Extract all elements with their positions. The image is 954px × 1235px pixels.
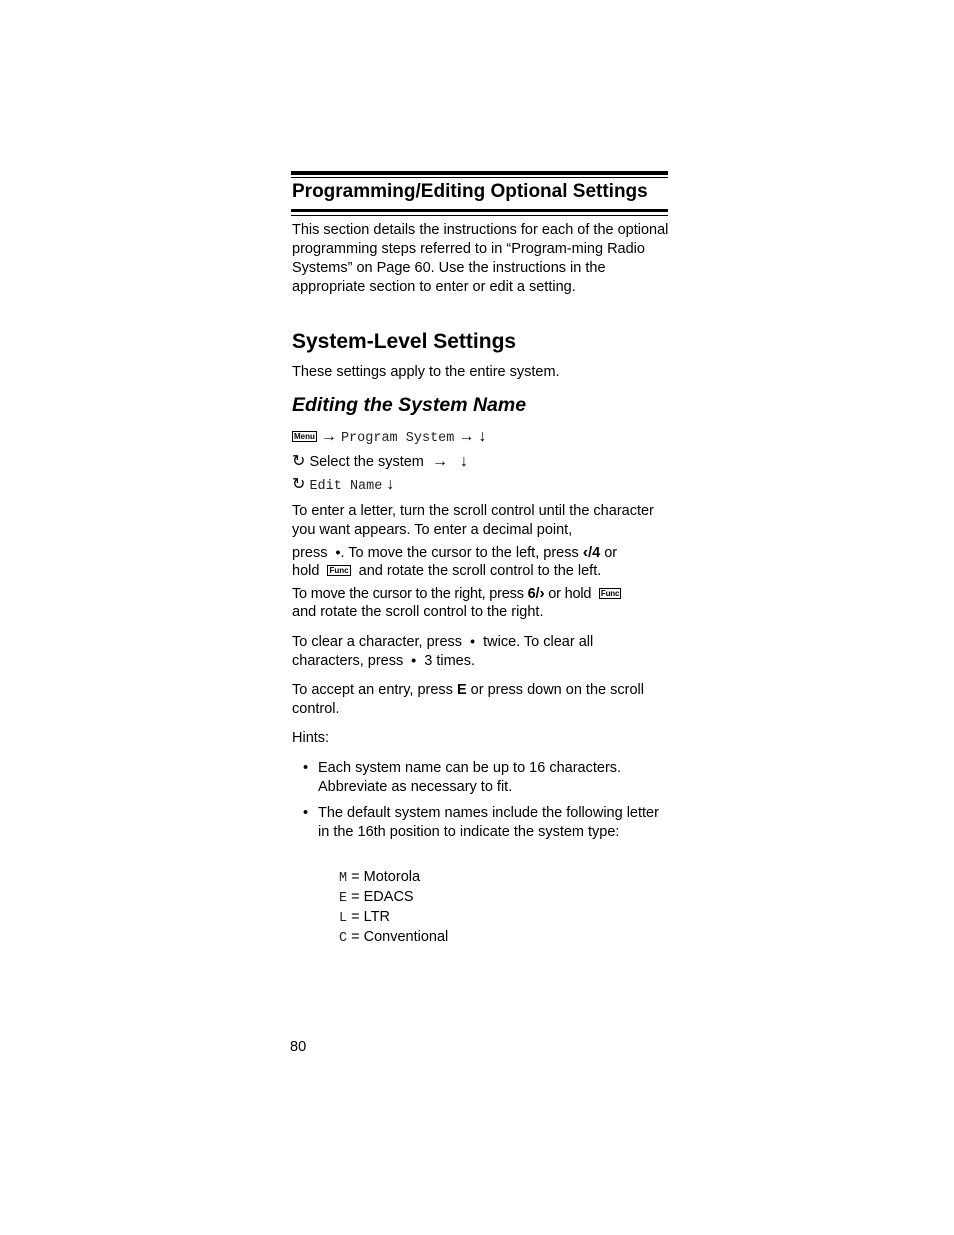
code-letter: C [339,931,348,946]
text-move-right: To move the cursor to the right, press [292,586,524,602]
text-press: press [292,545,328,561]
header-rule-top [291,171,668,175]
key-6: 6/ [527,586,540,602]
dot-key-icon: • [411,652,417,668]
arrow-right-icon: → [458,428,475,445]
step-3 [292,474,394,494]
bullet-icon: • [303,805,309,821]
chevron-left-icon: ‹ [582,544,589,561]
text-twice: twice. To clear all [483,634,594,650]
code-meaning: = EDACS [351,889,414,905]
rotate-icon: ↻ [292,453,306,470]
text-clear-char: To clear a character, press [292,634,463,650]
code-meaning: = Conventional [351,929,449,945]
dot-key-icon: • [335,544,341,560]
chevron-right-icon: › [539,585,545,602]
code-row [339,908,448,928]
para-clear-line-2 [292,651,475,671]
text-rotate-left: and rotate the scroll control to the left. [358,563,602,579]
list-item [292,804,662,841]
intro-paragraph: This section details the instructions for each of the optional programming steps referred to in “Program-ming Radio Systems” on Page 60. Use the instructions in the appropriate section to enter or edit a setting. [292,222,669,295]
code-meaning: = Motorola [351,869,421,885]
hints-list [292,759,662,841]
section-title: Programming/Editing Optional Settings [292,181,648,202]
rotate-icon: ↻ [292,476,306,493]
step-2 [292,451,468,471]
text-three-times: 3 times. [424,653,476,669]
arrow-down-icon: ↓ [386,476,395,493]
code-letter: L [339,911,348,926]
arrow-right-icon: → [320,428,337,445]
display-edit-name: Edit Name [309,479,383,494]
step-2-text: Select the system [309,454,424,470]
para-enter-letter: To enter a letter, turn the scroll control until the character you want appears. To enter a decimal point, [292,503,654,538]
header-rule-bottom-thin [291,215,668,216]
code-meaning: = LTR [351,909,390,925]
system-level-desc: These settings apply to the entire system. [292,364,560,380]
dot-key-icon: • [470,633,476,649]
header-rule-bottom [291,209,668,212]
text-clear-all: characters, press [292,653,404,669]
list-item [292,759,662,796]
edit-name-heading: Editing the System Name [292,394,527,416]
func-key: Func [600,588,620,598]
step-1 [292,428,486,446]
para-rotate-right: and rotate the scroll control to the right. [292,604,544,620]
para-accept [292,681,670,719]
system-level-heading: System-Level Settings [292,330,517,353]
para-decimal-line [292,543,617,563]
code-row [339,928,448,948]
func-key: Func [329,565,349,575]
text-hold: hold [292,563,320,579]
menu-key: Menu [294,431,315,441]
header-rule-top-thin [291,177,668,178]
page-number: 80 [290,1039,307,1055]
arrow-down-icon: ↓ [460,453,469,470]
text-accept: To accept an entry, press [292,682,453,698]
code-letter: E [339,891,348,906]
arrow-down-icon: ↓ [478,428,487,445]
code-row [339,888,448,908]
text-press-down: or press down on the scroll control. [292,682,644,717]
hint-text: Each system name can be up to 16 characters. Abbreviate as necessary to fit. [318,760,622,795]
para-move-right-line [292,584,621,604]
arrow-right-icon: → [431,453,448,470]
text-move-left: . To move the cursor to the left, press [340,545,579,561]
para-hold-left-line [292,562,601,581]
text-or: or [604,545,618,561]
code-row [339,868,448,888]
display-program-system: Program System [340,431,455,446]
hint-text: The default system names include the following letter in the 16th position to indicate the system type: [318,805,659,840]
para-clear-line-1 [292,632,593,652]
code-letter: M [339,871,348,886]
hints-label: Hints: [292,730,330,746]
key-4: /4 [588,545,601,561]
text-or-hold: or hold [548,586,592,602]
system-type-codes [339,868,448,948]
key-e: E [456,682,467,698]
bullet-icon: • [303,760,309,776]
